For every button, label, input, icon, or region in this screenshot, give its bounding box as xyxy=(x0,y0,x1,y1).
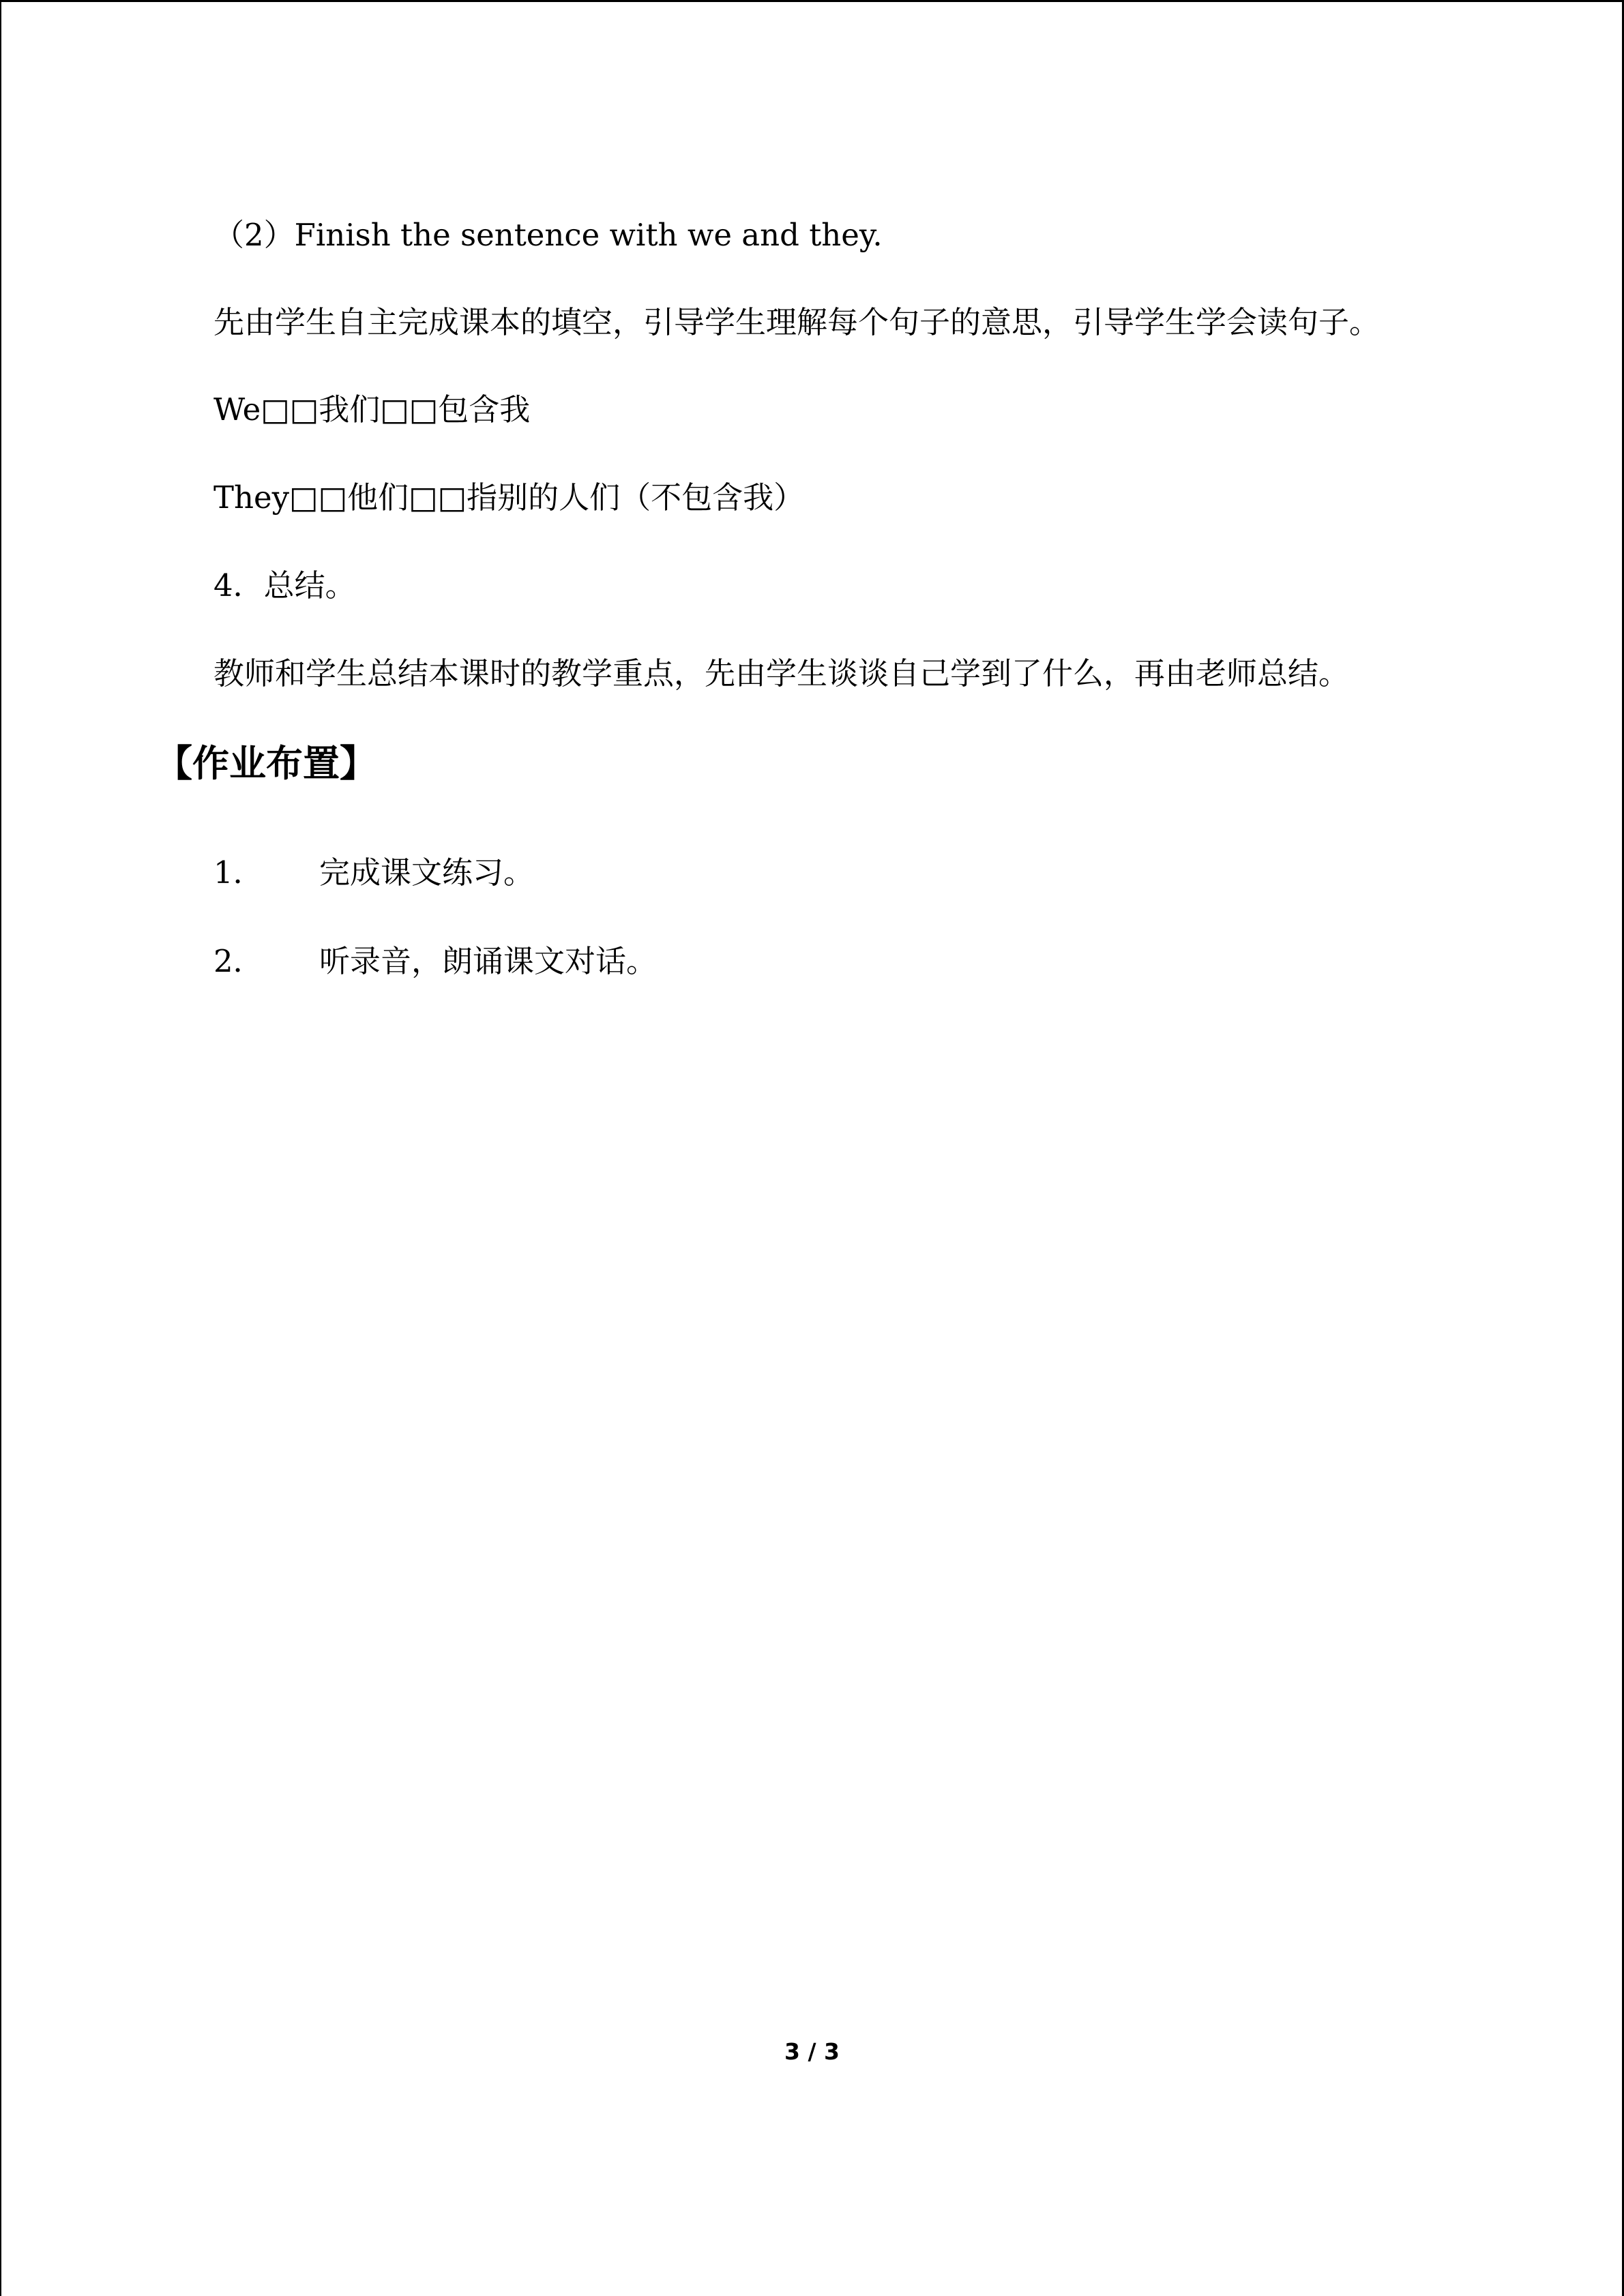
homework-item-text: 完成课文练习。 xyxy=(319,854,535,891)
homework-item-text: 听录音，朗诵课文对话。 xyxy=(319,943,658,979)
homework-item-number: 1． xyxy=(213,854,264,891)
summary-step-title: 4．总结。 xyxy=(213,567,356,603)
step-finish-sentence: （2）Finish the sentence with we and they. xyxy=(213,217,883,253)
homework-heading: 【作业布置】 xyxy=(156,742,377,785)
we-definition: We□□我们□□包含我 xyxy=(213,391,531,428)
they-definition: They□□他们□□指别的人们（不包含我） xyxy=(213,479,805,516)
page-number: 3 / 3 xyxy=(784,2038,840,2065)
instruction-paragraph: 先由学生自主完成课本的填空，引导学生理解每个句子的意思，引导学生学会读句子。 xyxy=(213,304,1381,340)
homework-item-number: 2． xyxy=(213,943,264,979)
summary-paragraph: 教师和学生总结本课时的教学重点，先由学生谈谈自己学到了什么，再由老师总结。 xyxy=(213,655,1350,691)
